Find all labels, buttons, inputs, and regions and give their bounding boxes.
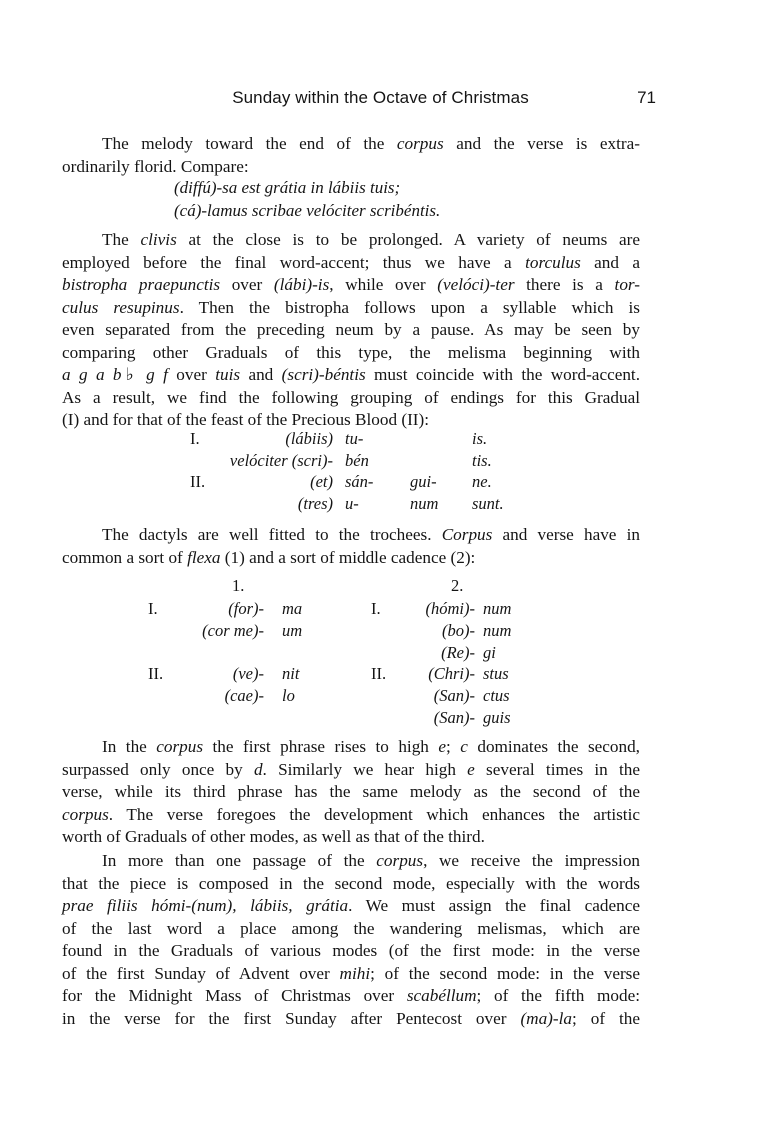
table-cell: (hómi)-	[425, 599, 475, 618]
text-line: corpus. The verse foregoes the development which enhances the artistic	[62, 804, 640, 824]
table-cell: (bo)-	[442, 621, 475, 640]
text-line: verse, while its third phrase has the same melody as the second of the	[62, 782, 640, 801]
paragraph-clivis	[62, 229, 640, 432]
table-roman: II.	[190, 472, 206, 491]
table-cell: (cor me)-	[202, 621, 264, 640]
text-line: in the verse for the first Sunday after Pentecost over (ma)-la; of the	[62, 1008, 640, 1028]
table-cell: guis	[483, 707, 511, 727]
table-cell: um	[282, 621, 303, 640]
text-line: employed before the final word-accent; thus we have a torculus and a	[62, 252, 640, 272]
table-cell: tu-	[345, 429, 364, 448]
table-cell: num	[483, 621, 512, 640]
table-cell: (Re)-	[441, 642, 475, 662]
paragraph-second-mode	[62, 850, 640, 1030]
table-roman: I.	[371, 599, 381, 618]
table-cell: (cae)-	[224, 686, 264, 705]
table-cell: ne.	[472, 472, 492, 491]
quote-line: (diffú)-sa est grátia in lábiis tuis;	[174, 178, 401, 197]
paragraph-corpus-phrases	[62, 736, 640, 849]
table-cell: nit	[282, 664, 300, 683]
table-cell: stus	[483, 664, 509, 683]
table-cell: (et)	[310, 472, 333, 491]
cadence-table	[0, 575, 761, 725]
table-roman: I.	[148, 599, 158, 618]
table-roman: II.	[371, 664, 387, 683]
table-cell: is.	[472, 429, 488, 448]
quoted-text	[174, 177, 440, 222]
text-line: bistropha praepunctis over (lábi)-is, while over (velóci)-ter there is a tor-	[62, 275, 640, 294]
text-line: surpassed only once by d. Similarly we hear high e several times in the	[62, 759, 640, 779]
text-line: of the first Sunday of Advent over mihi; of the second mode: in the verse	[62, 963, 640, 983]
text-line: of the last word a place among the wandering melismas, which are	[62, 918, 640, 938]
table-cell: bén	[345, 450, 369, 470]
quote-line: (cá)-lamus scribae velóciter scribéntis.	[174, 200, 441, 220]
table-cell: num	[483, 599, 512, 618]
text-line: prae filiis hómi-(num), lábiis, grátia. We must assign the final cadence	[62, 896, 641, 915]
table-cell: sunt.	[472, 493, 504, 513]
table-cell: gui-	[410, 472, 437, 491]
table-cell: (Chri)-	[428, 664, 475, 683]
table-cell: sán-	[345, 472, 374, 491]
text-line: In the corpus the first phrase rises to high e; c dominates the second,	[102, 737, 640, 756]
column-heading-1: 1.	[232, 576, 245, 595]
paragraph-dactyls	[62, 524, 640, 569]
text-line: The melody toward the end of the corpus and the verse is extra-	[102, 134, 640, 153]
table-cell: ctus	[483, 686, 510, 705]
table-cell: (tres)	[297, 493, 333, 513]
text-line: worth of Graduals of other modes, as well as that of the third.	[62, 827, 485, 846]
text-line: common a sort of flexa (1) and a sort of middle cadence (2):	[62, 547, 476, 567]
text-line: culus resupinus. Then the bistropha follows upon a syllable which is	[62, 297, 640, 317]
text-line: comparing other Graduals of this type, the melisma beginning with	[62, 342, 640, 362]
table-cell: (San)-	[433, 686, 475, 705]
table-cell: (lábiis)	[285, 429, 333, 448]
text-line: The clivis at the close is to be prolonged. A variety of neums are	[102, 230, 640, 249]
text-line: for the Midnight Mass of Christmas over scabéllum; of the fifth mode:	[62, 986, 640, 1005]
text-line: The dactyls are well fitted to the trochees. Corpus and verse have in	[102, 525, 640, 544]
table-cell: ma	[282, 599, 303, 618]
text-line: (I) and for that of the feast of the Precious Blood (II):	[62, 410, 430, 429]
text-line: found in the Graduals of various modes (of the first mode: in the verse	[62, 941, 640, 960]
running-header-title: Sunday within the Octave of Christmas	[232, 88, 529, 107]
column-heading-2: 2.	[451, 576, 464, 595]
table-cell: u-	[345, 493, 359, 513]
endings-table	[0, 428, 761, 518]
table-cell: gi	[483, 642, 496, 662]
text-line: ordinarily florid. Compare:	[62, 156, 249, 176]
table-cell: (for)-	[228, 599, 264, 618]
text-line: that the piece is composed in the second mode, especially with the words	[62, 873, 640, 893]
text-line: a g a b♭ g f over tuis and (scri)-béntis must coincide with the word-accent.	[62, 365, 640, 384]
table-cell: tis.	[472, 450, 492, 470]
table-cell: velóciter (scri)-	[229, 450, 333, 470]
page-number: 71	[637, 88, 656, 107]
table-roman: II.	[148, 664, 164, 683]
table-cell: (ve)-	[232, 664, 264, 683]
table-cell: (San)-	[433, 707, 475, 727]
text-line: As a result, we find the following grouping of endings for this Gradual	[62, 387, 640, 407]
paragraph-intro	[62, 133, 640, 178]
text-line: In more than one passage of the corpus, we receive the impression	[102, 851, 641, 870]
text-line: even separated from the preceding neum by a pause. As may be seen by	[62, 320, 640, 339]
table-roman: I.	[190, 429, 200, 448]
table-cell: lo	[282, 686, 295, 705]
table-cell: num	[410, 493, 439, 513]
